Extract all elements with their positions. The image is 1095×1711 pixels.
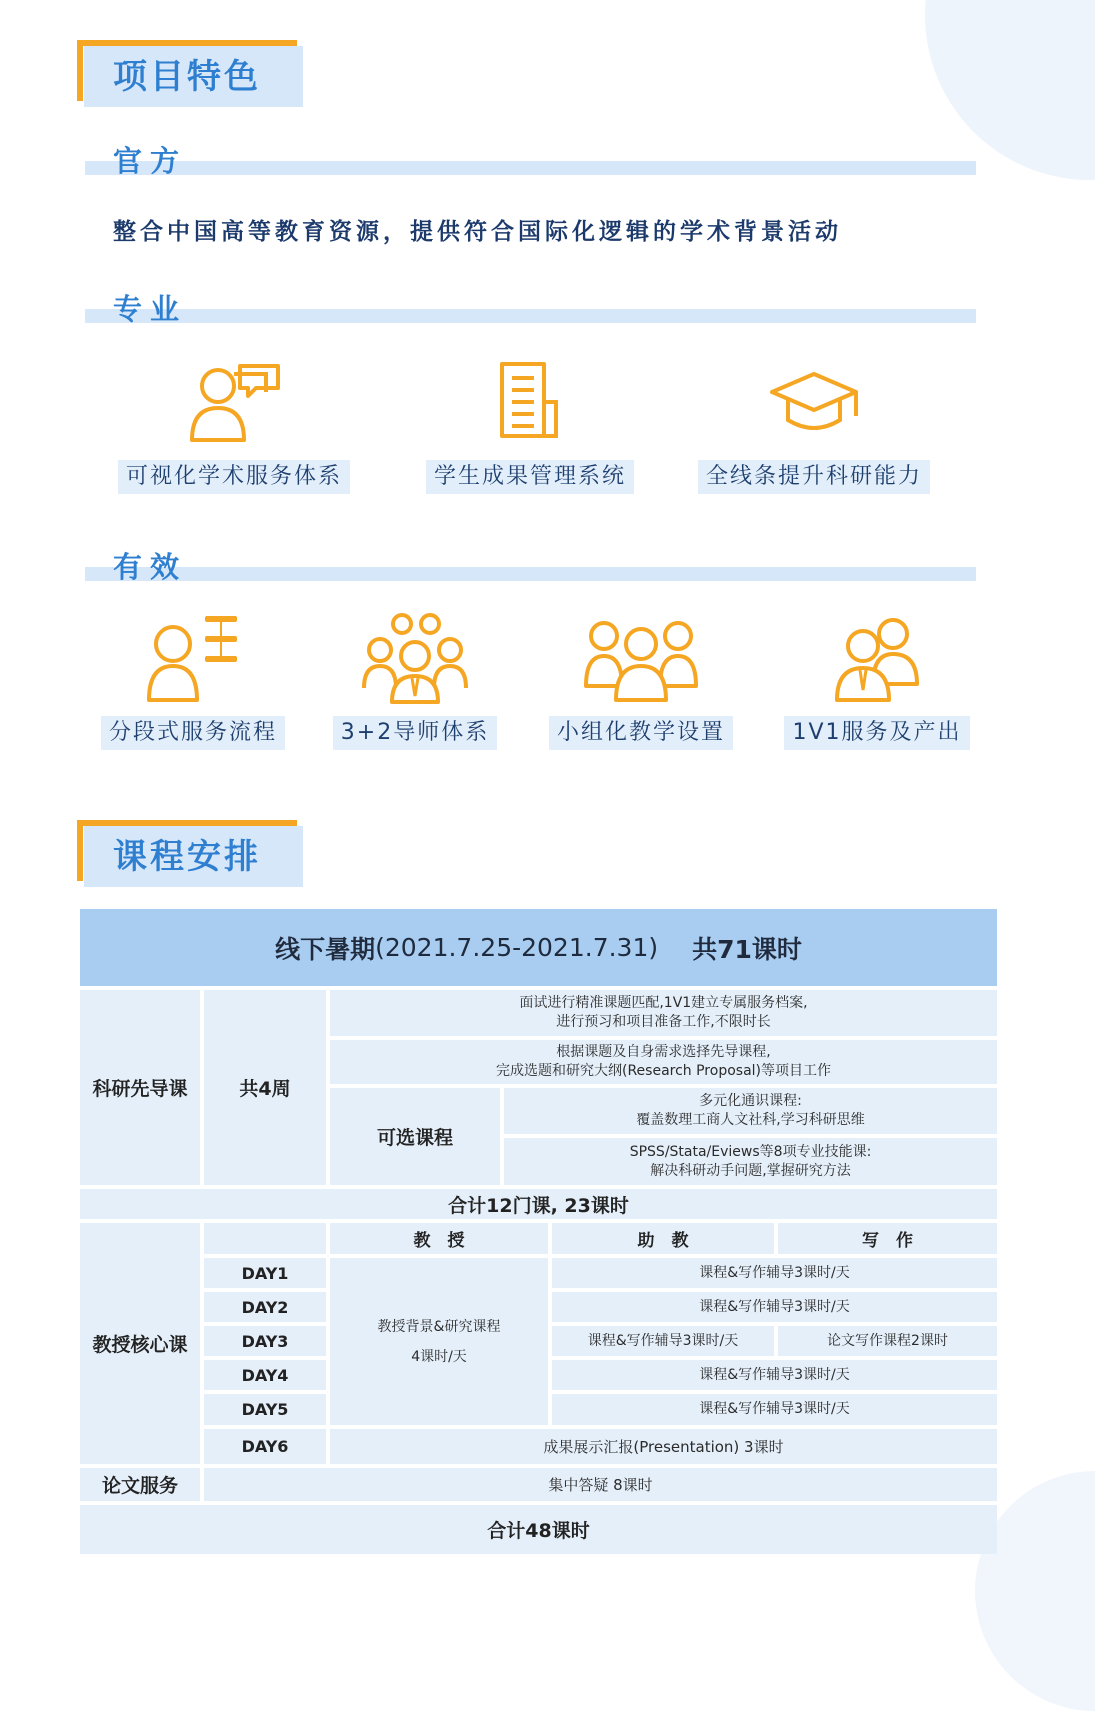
person-chat-icon [184,360,284,446]
row-label-pioneer: 科研先导课 [80,990,200,1185]
pioneer-subtotal: 合计12门课, 23课时 [80,1189,997,1219]
feature-item [320,610,510,750]
graduation-cap-icon [764,360,864,446]
text-line: 完成选题和研究大纲(Research Proposal)等项目工作 [495,1063,831,1079]
table-header [80,909,997,986]
optional-course-2 [504,1138,997,1185]
heading-accent [77,40,83,101]
subheading-text: 有效 [113,550,188,584]
text-line: 进行预习和项目准备工作,不限时长 [556,1014,771,1030]
feature-item [546,610,736,750]
subheading-text: 官方 [113,144,188,178]
group-people-icon [360,610,470,706]
three-people-icon [582,610,700,706]
feature-item [410,360,650,494]
text-line: SPSS/Stata/Eviews等8项专业技能课: [629,1143,872,1160]
header-total: 共71课时 [692,934,802,964]
day-label: DAY3 [204,1326,326,1356]
section-heading-schedule [77,820,303,887]
official-description: 整合中国高等教育资源，提供符合国际化逻辑的学术背景活动 [113,219,842,245]
column-header-blank [204,1223,326,1254]
section-title: 课程安排 [113,837,261,877]
optional-course-1 [504,1088,997,1134]
day-label: DAY4 [204,1360,326,1390]
pioneer-duration: 共4周 [204,990,326,1185]
feature-label: 3+2导师体系 [333,716,497,750]
section-title: 项目特色 [113,57,261,97]
text-line: 面试进行精准课题匹配,1V1建立专属服务档案, [519,995,808,1011]
text-line: 解决科研动手问题,掌握研究方法 [650,1162,851,1179]
subheading-underline [85,567,976,581]
subheading-underline [85,161,976,175]
table-total: 合计48课时 [80,1505,997,1554]
day3-writing: 论文写作课程2课时 [778,1326,997,1356]
feature-label: 全线条提升科研能力 [698,460,930,494]
day4-tutoring: 课程&写作辅导3课时/天 [552,1360,997,1390]
feature-label: 分段式服务流程 [101,716,285,750]
feature-item [782,610,972,750]
two-people-icon [827,610,927,706]
day6-presentation: 成果展示汇报(Presentation) 3课时 [330,1429,997,1464]
subheading-text: 专业 [113,292,188,326]
feature-label: 可视化学术服务体系 [118,460,350,494]
column-header-professor: 教 授 [330,1223,548,1254]
text-line: 覆盖数理工商人文社科,学习科研思维 [636,1112,865,1128]
person-steps-icon [143,610,243,706]
subheading-underline [85,309,976,323]
column-header-assistant: 助 教 [552,1223,774,1254]
professor-course-cell [330,1258,548,1425]
subheading-professional [85,287,976,326]
day5-tutoring: 课程&写作辅导3课时/天 [552,1394,997,1425]
subheading-official [85,139,976,178]
feature-item [114,360,354,494]
header-dates: (2021.7.25-2021.7.31) [375,933,659,962]
subheading-effective [85,545,976,584]
text-line: 多元化通识课程: [699,1093,802,1109]
header-title: 线下暑期 [275,934,376,964]
pioneer-row-1 [330,990,997,1036]
day2-tutoring: 课程&写作辅导3课时/天 [552,1292,997,1322]
feature-label: 小组化教学设置 [549,716,733,750]
day1-tutoring: 课程&写作辅导3课时/天 [552,1258,997,1288]
row-label-core: 教授核心课 [80,1223,200,1464]
heading-accent [77,820,83,881]
feature-item [98,610,288,750]
optional-courses-label: 可选课程 [330,1088,500,1185]
day-label: DAY5 [204,1394,326,1425]
pioneer-row-2 [330,1040,997,1084]
text-line: 根据课题及自身需求选择先导课程, [556,1044,771,1060]
feature-item [694,360,934,494]
day-label: DAY2 [204,1292,326,1322]
paper-service-value: 集中答疑 8课时 [204,1468,997,1501]
text-line: 4课时/天 [411,1348,467,1365]
document-list-icon [480,360,580,446]
section-heading-features [77,40,303,107]
column-header-writing: 写 作 [778,1223,997,1254]
text-line: 教授背景&研究课程 [377,1318,501,1335]
schedule-table [80,909,997,1554]
row-label-paper: 论文服务 [80,1468,200,1501]
day-label: DAY1 [204,1258,326,1288]
day-label: DAY6 [204,1429,326,1464]
day3-tutoring: 课程&写作辅导3课时/天 [552,1326,774,1356]
feature-label: 1V1服务及产出 [784,716,969,750]
feature-label: 学生成果管理系统 [426,460,634,494]
